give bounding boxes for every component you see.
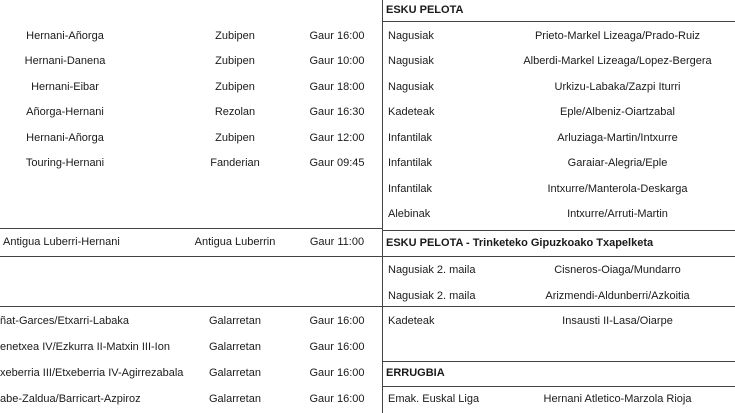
players-cell: Alberdi-Markel Lizeaga/Lopez-Bergera [523,55,712,67]
match-cell: Añorga-Hernani [26,106,104,118]
players-cell: Prieto-Markel Lizeaga/Prado-Ruiz [534,30,701,42]
time-cell: Gaur 18:00 [309,81,365,93]
row-divider [382,361,735,362]
time-cell: Gaur 16:00 [309,367,365,379]
category-cell: Nagusiak 2. maila [388,264,476,276]
category-cell: Kadeteak [388,106,435,118]
row-divider [0,306,382,307]
players-cell: Insausti II-Lasa/Oiarpe [562,315,673,327]
time-cell: Gaur 10:00 [309,55,365,67]
category-cell: Nagusiak [388,30,434,42]
players-cell: Hernani Atletico-Marzola Rioja [543,393,692,405]
players-cell: Garaiar-Alegria/Eple [567,157,668,169]
match-cell: Touring-Hernani [25,157,105,169]
match-cell: Hernani-Añorga [26,132,104,144]
category-cell: Kadeteak [388,315,435,327]
category-cell: Emak. Euskal Liga [388,393,480,405]
section-header-trinketeko: ESKU PELOTA - Trinketeko Gipuzkoako Txapelketa [386,237,654,249]
venue-cell: Zubipen [215,55,255,67]
venue-cell: Fanderian [210,157,260,169]
time-cell: Gaur 11:00 [309,236,365,248]
row-divider [382,256,735,257]
players-cell: Eple/Albeniz-Oiartzabal [560,106,675,118]
category-cell: Infantilak [388,132,433,144]
players-cell: Arizmendi-Aldunberri/Azkoitia [545,290,690,302]
time-cell: Gaur 16:00 [309,30,365,42]
players-cell: Intxurre/Arruti-Martin [567,208,668,220]
time-cell: Gaur 16:00 [309,341,365,353]
venue-cell: Rezolan [214,106,256,118]
match-cell: Hernani-Añorga [26,30,104,42]
category-cell: Alebinak [388,208,431,220]
column-divider [382,0,383,413]
venue-cell: Zubipen [215,132,255,144]
row-divider [382,386,735,387]
match-cell: Hernani-Danena [24,55,106,67]
players-cell: Intxurre/Manterola-Deskarga [547,183,688,195]
row-divider [382,230,735,231]
section-header-errugbia: ERRUGBIA [386,367,445,379]
match-cell: xeberria III/Etxeberria IV-Agirrezabala [0,367,184,379]
category-cell: Nagusiak [388,81,434,93]
venue-cell: Zubipen [215,30,255,42]
venue-cell: Galarretan [209,367,261,379]
match-cell: Antigua Luberri-Hernani [3,236,120,248]
match-cell: Hernani-Eibar [31,81,99,93]
match-cell: enetxea IV/Ezkurra II-Matxin III-Ion [0,341,170,353]
category-cell: Nagusiak [388,55,434,67]
match-cell: ñat-Garces/Etxarri-Labaka [0,315,129,327]
row-divider [0,228,382,229]
time-cell: Gaur 16:00 [309,393,365,405]
category-cell: Infantilak [388,157,433,169]
players-cell: Cisneros-Oiaga/Mundarro [554,264,681,276]
row-divider [382,306,735,307]
section-header-esku-pelota: ESKU PELOTA [386,4,464,16]
time-cell: Gaur 16:30 [309,106,365,118]
players-cell: Urkizu-Labaka/Zazpi Iturri [554,81,681,93]
venue-cell: Galarretan [209,341,261,353]
time-cell: Gaur 09:45 [309,157,365,169]
category-cell: Infantilak [388,183,433,195]
category-cell: Nagusiak 2. maila [388,290,476,302]
venue-cell: Galarretan [209,315,261,327]
match-cell: abe-Zaldua/Barricart-Azpiroz [0,393,141,405]
time-cell: Gaur 16:00 [309,315,365,327]
venue-cell: Galarretan [209,393,261,405]
time-cell: Gaur 12:00 [309,132,365,144]
venue-cell: Zubipen [215,81,255,93]
venue-cell: Antigua Luberrin [194,236,276,248]
players-cell: Arluziaga-Martin/Intxurre [557,132,678,144]
row-divider [0,256,382,257]
row-divider [382,21,735,22]
